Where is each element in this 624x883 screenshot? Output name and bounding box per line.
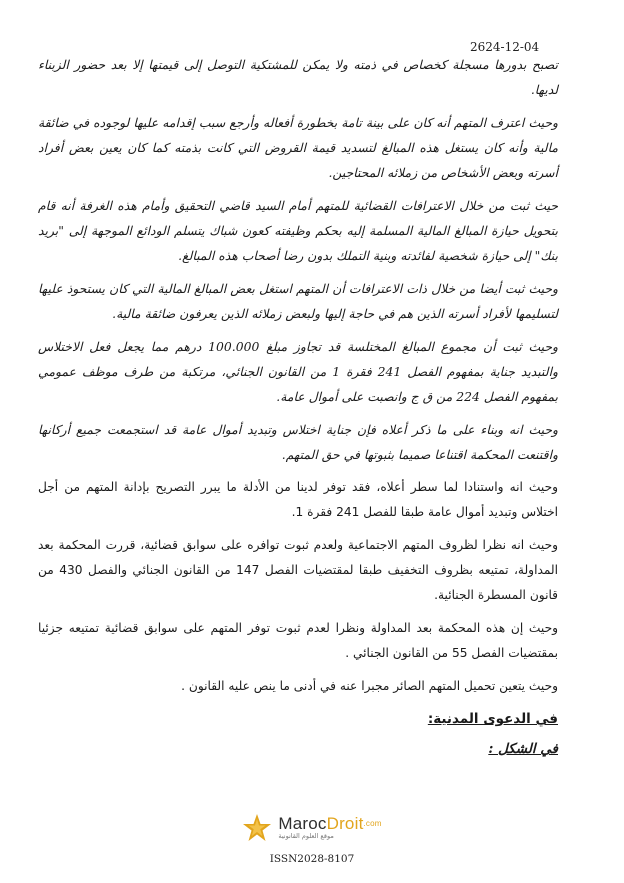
paragraph-4: وحيث ثبت أيضا من خلال ذات الاعترافات أن المتهم استغل بعض المبالغ المالية التي كان يستحوذ عليها لتسليمها لأفراد أسرته الذين هم في حاجة إليها ولبعض زملائه الذين يعرفون ضائقة مالية. xyxy=(38,281,558,321)
marocdroit-logo xyxy=(242,813,381,843)
document-date: 2624-12-04 xyxy=(470,40,540,54)
star-logo-icon xyxy=(242,813,272,843)
issn-number: ISSN2028-8107 xyxy=(269,853,355,865)
paragraph-10: وحيث يتعين تحميل المتهم الصائر مجبرا عنه في أدنى ما ينص عليه القانون . xyxy=(181,679,558,693)
logo-com: .com xyxy=(363,819,382,828)
logo-tagline: موقع العلوم القانونية xyxy=(278,832,334,840)
heading-civil-case: في الدعوى المدنية: xyxy=(427,711,558,727)
paragraph-8: وحيث انه نظرا لظروف المتهم الاجتماعية ولعدم ثبوت توافره على سوابق قضائية، قررت المحكمة بعد المداولة، تمتيعه بظروف التخفيف طبقا لمقتضيات الفصل 147 من القانون الجنائي والفصل 430 من قانون المسطرة الجنائية. xyxy=(38,538,558,602)
paragraph-1: تصبح بدورها مسجلة كخصاص في ذمته ولا يمكن للمشتكية التوصل إلى قيمتها إلا بعد حضور الزبناء لديها. xyxy=(38,57,558,97)
paragraph-3: حيث ثبت من خلال الاعترافات القضائية للمتهم أمام السيد قاضي التحقيق وأمام هذه الغرفة أنه قام بتحويل حيازة المبالغ المالية المسلمة إليه بحكم وظيفته كعون شباك يتسلم الودائع الموجهة إلى "بريد بنك" إلى حيازة شخصية لفائدته وبنية التملك بدون رضا أصحاب هذه المبالغ. xyxy=(38,198,558,263)
heading-form: في الشكل : xyxy=(488,741,558,757)
document-body xyxy=(38,52,558,761)
paragraph-2: وحيث اعترف المتهم أنه كان على بينة تامة بخطورة أفعاله وأرجع سبب إقدامه عليها لوجوده في ضائقة مالية وأنه كان يستغل هذه المبالغ لتسديد قيمة القروض التي كانت بذمته كما كان يعين بعض أفراد أسرته وبعض الأشخاص من زملائه المحتاجين. xyxy=(38,115,558,180)
footer xyxy=(0,813,624,865)
paragraph-5: وحيث ثبت أن مجموع المبالغ المختلسة قد تجاوز مبلغ 100.000 درهم مما يجعل فعل الاختلاس والتبديد جناية بمفهوم الفصل 241 فقرة 1 من القانون الجنائي، مرتكبة من طرف موظف عمومي بمفهوم الفصل 224 من ق ج وانصبت على أموال عامة. xyxy=(38,339,558,404)
paragraph-6: وحيث انه وبناء على ما ذكر أعلاه فإن جناية اختلاس وتبديد أموال عامة قد استجمعت جميع أركانها واقتنعت المحكمة اقتناعا صميما بثبوتها في حق المتهم. xyxy=(38,422,558,462)
logo-name-first: Maroc xyxy=(278,814,327,833)
paragraph-9: وحيث إن هذه المحكمة بعد المداولة ونظرا لعدم ثبوت توفر المتهم على سوابق قضائية تمتيعه جزئيا بمقتضيات الفصل 55 من القانون الجنائي . xyxy=(38,621,558,660)
logo-name-second: Droit xyxy=(326,814,364,833)
paragraph-7: وحيث انه واستنادا لما سطر أعلاه، فقد توفر لدينا من الأدلة ما يبرر التصريح بإدانة المتهم من أجل اختلاس وتبديد أموال عامة طبقا للفصل 241 فقرة 1. xyxy=(38,480,558,519)
